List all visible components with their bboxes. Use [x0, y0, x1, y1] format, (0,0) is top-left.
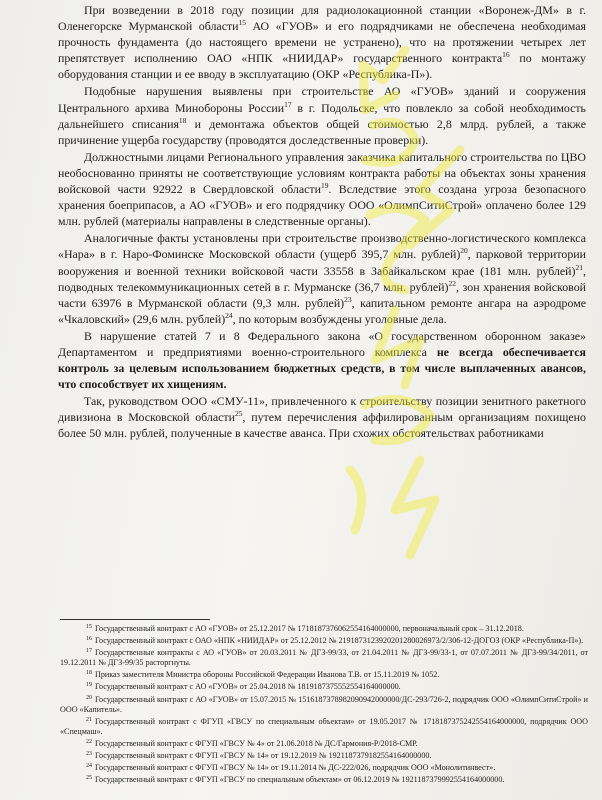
text-run: Так, руководством ООО «СМУ-11», привлеченного к строительству позиции зенитного ракетного дивизиона в Московской области — [58, 394, 586, 425]
paragraph — [58, 2, 586, 82]
footnote-ref: 18 — [178, 115, 187, 125]
text-run: , зон хранения войсковой части 63976 в Мурманской области (9,3 млн. рублей) — [58, 279, 586, 310]
footnote-text: Государственный контракт с АО «ГУОВ» от 25.04.2018 № 1819187375552554164000000. — [95, 682, 401, 692]
footnote-ref: 23 — [344, 294, 352, 304]
footnote-number: 16 — [86, 636, 92, 643]
footnote — [60, 715, 588, 737]
text-run: В нарушение статей 7 и 8 Федерального закона «О государственном оборонном заказе» Департаментом и предприятиями военно-строительного комплекса — [58, 328, 586, 359]
footnote-ref: 19 — [320, 181, 329, 191]
bold-text: не всегда обеспечивается контроль за целевым использованием бюджетных средств, в том числе выплаченных авансов, что способствует их хищениям. — [58, 344, 586, 392]
footnote-number: 23 — [86, 751, 92, 758]
footnote — [60, 761, 588, 773]
footnote-number: 25 — [86, 775, 92, 782]
text-run: , путем перечисления аффилированным организациям похищено более 50 млн. рублей, полученные в качестве аванса. При схожих обстоятельствах работниками — [58, 410, 586, 441]
footnote — [60, 622, 588, 634]
text-run: в г. Подольске, что повлекло за собой необходимость дальнейшего списания — [58, 100, 586, 131]
text-run: по монтажу оборудования станции и ее вводу в эксплуатацию (ОКР «Республика-П»). — [58, 51, 586, 82]
main-text — [58, 2, 586, 442]
text-run: Аналогичные факты установлены при строительстве производственно-логистического комплекса «Нара» в г. Наро-Фоминске Московской области (ущерб 395,7 млн. рублей) — [58, 231, 586, 262]
footnote-number: 19 — [86, 682, 92, 689]
footnote — [60, 773, 588, 785]
footnote-number: 17 — [86, 648, 92, 655]
footnote-ref: 22 — [448, 278, 457, 288]
footnote-ref: 15 — [238, 18, 247, 28]
footnote-text: Государственный контракт с ФГУП «ГВСУ № 14» от 19.11.2014 № ДС-222/026, подрядчик ООО «Монолитинвест». — [95, 763, 496, 773]
footnote-number: 22 — [86, 738, 92, 745]
footnote-ref: 21 — [575, 262, 584, 272]
text-run: АО «ГУОВ» и его подрядчиками не обеспечена необходимая прочность фундамента (до настоящего времени не устранено), что на протяжении четырех лет препятствует исполнению ОАО «НПК «НИИДАР» государственного контракта — [58, 19, 586, 66]
footnotes — [60, 622, 588, 785]
text-run: Должностными лицами Регионального управления заказчика капитального строительства по ЦВО необоснованно приняты не соответствующие условиям контракта работы на объектах зоны хранения войсковой части 92922 в Свердловской области — [58, 149, 586, 197]
footnote-ref: 20 — [460, 246, 468, 256]
footnote-text: Государственный контракт с ФГУП «ГВСУ № 14» от 19.12.2019 № 1921187379182554164000000. — [95, 751, 432, 761]
footnote — [60, 737, 588, 749]
text-run: Подобные нарушения выявлены при строительстве АО «ГУОВ» зданий и сооружения Центрального архива Минобороны России — [58, 84, 586, 115]
footnote-text: Государственный контракт с АО «ГУОВ» от 25.12.2017 № 1718187376062554164000000, первоначальный срок – 31.12.2018. — [95, 624, 524, 633]
footnote — [60, 749, 588, 761]
footnote-text: Приказ заместителя Министра обороны Российской Федерации Иванова Т.В. от 15.11.2019 № 1052. — [95, 670, 440, 680]
footnote-ref: 17 — [284, 99, 292, 109]
footnote — [60, 634, 588, 646]
footnote-text: Государственные контракты с АО «ГУОВ» от 20.03.2011 № ДГЗ-99/33, от 21.04.2011 № ДГЗ-99/33-1, от 07.07.2011 № ДГЗ-99/34/2011, от 19.12.2011 № ДГЗ-99/35 расторгнуты. — [60, 648, 588, 668]
footnote-text: Государственный контракт с ФГУП «ГВСУ по специальным объектам» от 19.05.2017 № 1718187375242554164000000, подрядчик ООО «Спецмаш». — [60, 716, 588, 736]
text-run: . Вследствие этого создана угроза безопасного хранения боеприпасов, а АО «ГУОВ» и его подрядчику ООО «ОлимпСитиСтрой» оплачено более 129 млн. рублей (материалы направлены в следственные органы). — [58, 182, 586, 229]
paragraph — [58, 83, 586, 147]
footnote — [60, 693, 588, 715]
footnote-number: 20 — [86, 694, 92, 701]
footnote-divider — [60, 619, 210, 620]
footnote-number: 24 — [86, 763, 92, 770]
footnote-text: Государственный контракт с ФГУП «ГВСУ № 4» от 21.06.2018 № ДС/Гармония-Р/2018-СМР. — [95, 738, 418, 748]
footnote-number: 15 — [86, 624, 92, 630]
paragraph — [58, 230, 586, 327]
paragraph — [58, 149, 586, 229]
paragraph — [58, 393, 586, 441]
footnote — [60, 668, 588, 680]
text-run: , по которым возбуждены уголовные дела. — [232, 311, 447, 326]
footnote-text: Государственный контракт с ФГУП «ГВСУ по специальным объектам» от 06.12.2019 № 1921187379992554164000000. — [95, 775, 505, 785]
footnote-text: Государственный контракт с ОАО «НПК «НИИДАР» от 25.12.2012 № 2191873123920201280026973/2/306-12-ДОГОЗ (ОКР «Республика-П»). — [95, 636, 584, 646]
footnote-ref: 24 — [225, 310, 233, 320]
footnote-ref: 25 — [234, 409, 243, 419]
footnote-number: 21 — [86, 716, 92, 723]
paragraph — [58, 328, 586, 392]
text-run: , капитальном ремонте ангара на аэродроме «Чкаловский» (29,6 млн. рублей) — [58, 295, 586, 326]
footnote — [60, 680, 588, 692]
text-run: , парковой территории вооружения и военной техники войсковой части 33558 в Забайкальском крае (181 млн. рублей) — [58, 247, 586, 278]
text-run: При возведении в 2018 году позиции для радиолокационной станции «Воронеж-ДМ» в г. Оленегорске Мурманской области — [58, 3, 586, 34]
text-run: , подводных телекоммуникационных сетей в г. Мурманске (36,7 млн. рублей) — [58, 263, 586, 294]
footnote-number: 18 — [86, 670, 92, 677]
footnote — [60, 646, 588, 668]
footnote-text: Государственный контракт с АО «ГУОВ» от 15.07.2015 № 1516187378982090942000000/ДС-293/726-2, подрядчик ООО «ОлимпСитиСтрой» и ООО «Капитель». — [60, 694, 588, 714]
footnote-ref: 16 — [502, 50, 510, 60]
text-run: и демонтажа объектов общей стоимостью 2,8 млрд. рублей, а также причинение ущерба государству (проводятся доследственные проверки). — [58, 116, 586, 147]
